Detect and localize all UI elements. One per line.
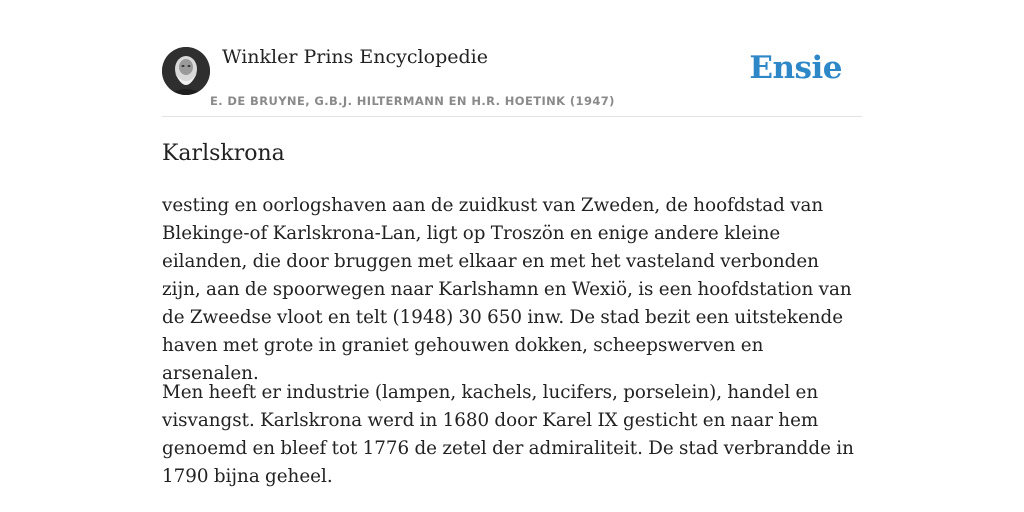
authors-line: E. DE BRUYNE, G.B.J. HILTERMANN EN H.R. HOETINK (1947) (210, 94, 615, 108)
article-paragraph: Men heeft er industrie (lampen, kachels, lucifers, porselein), handel en visvangst. Karlskrona werd in 1680 door Karel IX gesticht en naar hem genoemd en bleef tot 1776 de zetel der admiraliteit. De stad verbrandde in 1790 bijna geheel. (162, 382, 854, 487)
brand-logo[interactable]: Ensie (749, 50, 842, 86)
site-header (162, 0, 862, 117)
page-content (162, 0, 862, 487)
site-title[interactable]: Winkler Prins Encyclopedie (222, 46, 488, 68)
article-paragraph: vesting en oorlogshaven aan de zuidkust van Zweden, de hoofdstad van Blekinge-of Karlskrona-Lan, ligt op Troszön en enige andere kleine eilanden, die door bruggen met elkaar en met het vasteland verbonden zijn, aan de spoorwegen naar Karlshamn en Wexiö, is een hoofdstation van de Zweedse vloot en telt (1948) 30 650 inw. De stad bezit een uitstekende haven met grote in graniet gehouwen dokken, scheepswerven en arsenalen. (162, 195, 852, 384)
author-portrait-icon (162, 47, 210, 95)
article-title: Karlskrona (162, 141, 285, 166)
